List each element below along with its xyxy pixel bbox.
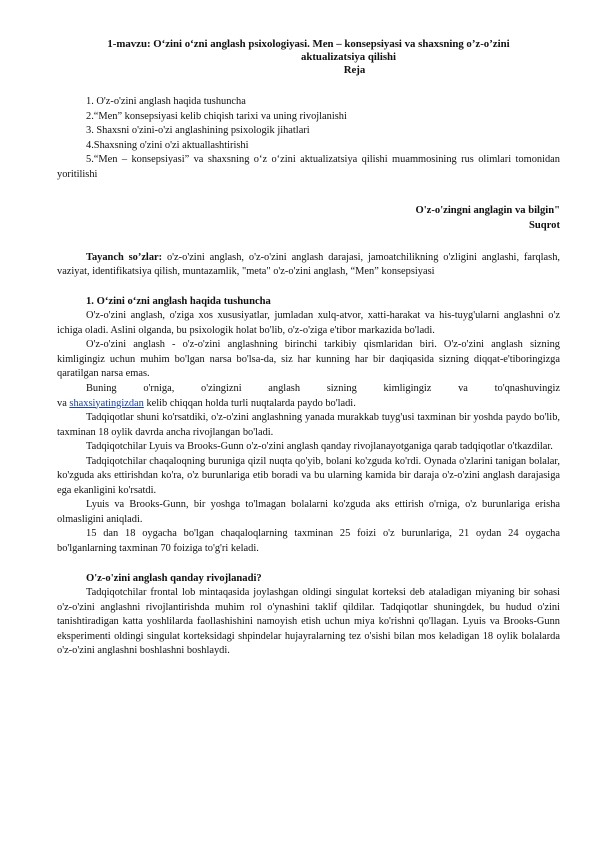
body-paragraph: O'z-o'zini anglash, o'ziga xos xususiyatlar, jumladan xulq-atvor, xatti-harakat va his-tuyg'ularni anglashni o'z ichiga oladi. Aslini olganda, bu psixologik holat bo'lib, o'z-o'ziga e'tibor markazida bo'ladi.	[57, 310, 560, 336]
body-paragraph: O'z-o'zini anglash - o'z-o'zini anglashning birinchi tarkibiy qismlaridan biri. O'z-o'zini anglash sizning kimligingiz uchun muhim bo'lgan narsa bo'lsa-da, siz har kunning har bir daqiqasida sizning diqqat-e'tiboringizga qaratilgan narsa emas.	[57, 339, 560, 380]
keywords-text: o'z-o'zini anglash, o'z-o'zini anglash darajasi, jamoatchilikning o'zligini anglashi, farqlash, vaziyat, identifikatsiya qilish, muntazamlik, "meta" o'z-o'zini anglash, “Men” konsepsiyasi	[57, 251, 560, 278]
document-title-continuation: aktualizatsiya qilishi	[300, 51, 397, 63]
plan-item: 4.Shaxsning o'zini o'zi aktuallashtirishi	[86, 139, 249, 151]
body-paragraph: Lyuis va Brooks-Gunn, bir yoshga to'lmagan bolalarni ko'zguda aks ettirish o'rniga, o'z burunlariga erisha olmasligini aniqladi.	[57, 499, 560, 525]
body-paragraph: Tadqiqotchilar frontal lob mintaqasida joylashgan oldingi singulat korteksi deb ataladigan miyaning bir sohasi o'z-o'zini anglashni rivojlantirishda muhim rol o'ynashini taklif qildilar. Tadqiqotlar shuningdek, bu hudud o'zini tanishtiradigan katta yoshlilarda faollashishini namoyish etish uchun miya ko'rishni qo'llagan. Lyuis va Brooks-Gunn eksperimenti oldingi singulat korteksidagi shpindelar hujayralarning tez o'sishi bilan mos keladigan 18 oylik bolalarda o'z-o'zini anglashni boshlashni boshlaydi.	[57, 587, 560, 657]
body-paragraph: 15 dan 18 oygacha bo'lgan chaqaloqlarning taxminan 25 foizi o'z burunlariga, 21 oydan 24 oygacha bo'lganlarning taxminan 70 foiziga to'g'ri keladi.	[57, 528, 560, 554]
section-heading: 1. O‘zini o‘zni anglash haqida tushuncha	[86, 295, 271, 307]
epigraph-quote: O'z-o'zingni anglagin va bilgin"	[415, 204, 560, 216]
body-paragraph: Tadqiqotchilar chaqaloqning buruniga qizil nuqta qo'yib, bolani ko'zguda ko'rdi. Oynada o'zlarini tanigan bolalar, ko'zguda aks ettirishdan ko'ra, o'z burunlariga etib boradi va bu ularning kamida bir daraja o'z-o'zini anglash darajasiga ega ekanligini ko'rsatdi.	[57, 455, 560, 496]
body-paragraph	[57, 397, 560, 412]
body-paragraph: Tadqiqotchilar Lyuis va Brooks-Gunn o'z-o'zini anglash qanday rivojlanayotganiga qarab tadqiqotlar o'tkazdilar.	[86, 441, 553, 453]
body-paragraph: Tadqiqotlar shuni ko'rsatdiki, o'z-o'zini anglashning yanada murakkab tuyg'usi taxminan bir yoshda paydo bo'lib, taxminan 18 oylik davrda ancha rivojlangan bo'ladi.	[57, 412, 560, 438]
epigraph-author: Suqrot	[528, 219, 560, 231]
document-title: 1-mavzu: O‘zini o‘zni anglash psixologiyasi. Men – konsepsiyasi va shaxsning o’z-o’zini	[107, 38, 510, 50]
plan-item: 5.“Men – konsepsiyasi” va shaxsning o‘z o‘zini aktualizatsiya qilishi muammosining rus olimlari tomonidan yoritilishi	[57, 154, 560, 180]
keywords-paragraph	[57, 251, 560, 280]
epigraph	[57, 203, 560, 233]
body-paragraph-line: Buning o'rniga, o'zingizni anglash sizning kimligingiz va to'qnashuvingiz	[86, 382, 560, 394]
section-heading: O'z-o'zini anglash qanday rivojlanadi?	[86, 572, 262, 584]
keywords-label: Tayanch so’zlar:	[86, 251, 163, 263]
plan-list	[57, 95, 560, 183]
shaxsiyat-link[interactable]: shaxsiyatingizdan	[69, 397, 144, 409]
plan-item: 1. O'z-o'zini anglash haqida tushuncha	[86, 96, 246, 107]
text-fragment: va	[57, 397, 70, 409]
plan-item: 2.“Men” konsepsiyasi kelib chiqish tarixi va uning rivojlanishi	[86, 110, 347, 122]
plan-item: 3. Shaxsni o'zini-o'zi anglashining psixologik jihatlari	[86, 125, 310, 137]
text-fragment: kelib chiqqan holda turli nuqtalarda paydo bo'ladi.	[143, 397, 356, 409]
plan-heading: Reja	[343, 64, 366, 76]
